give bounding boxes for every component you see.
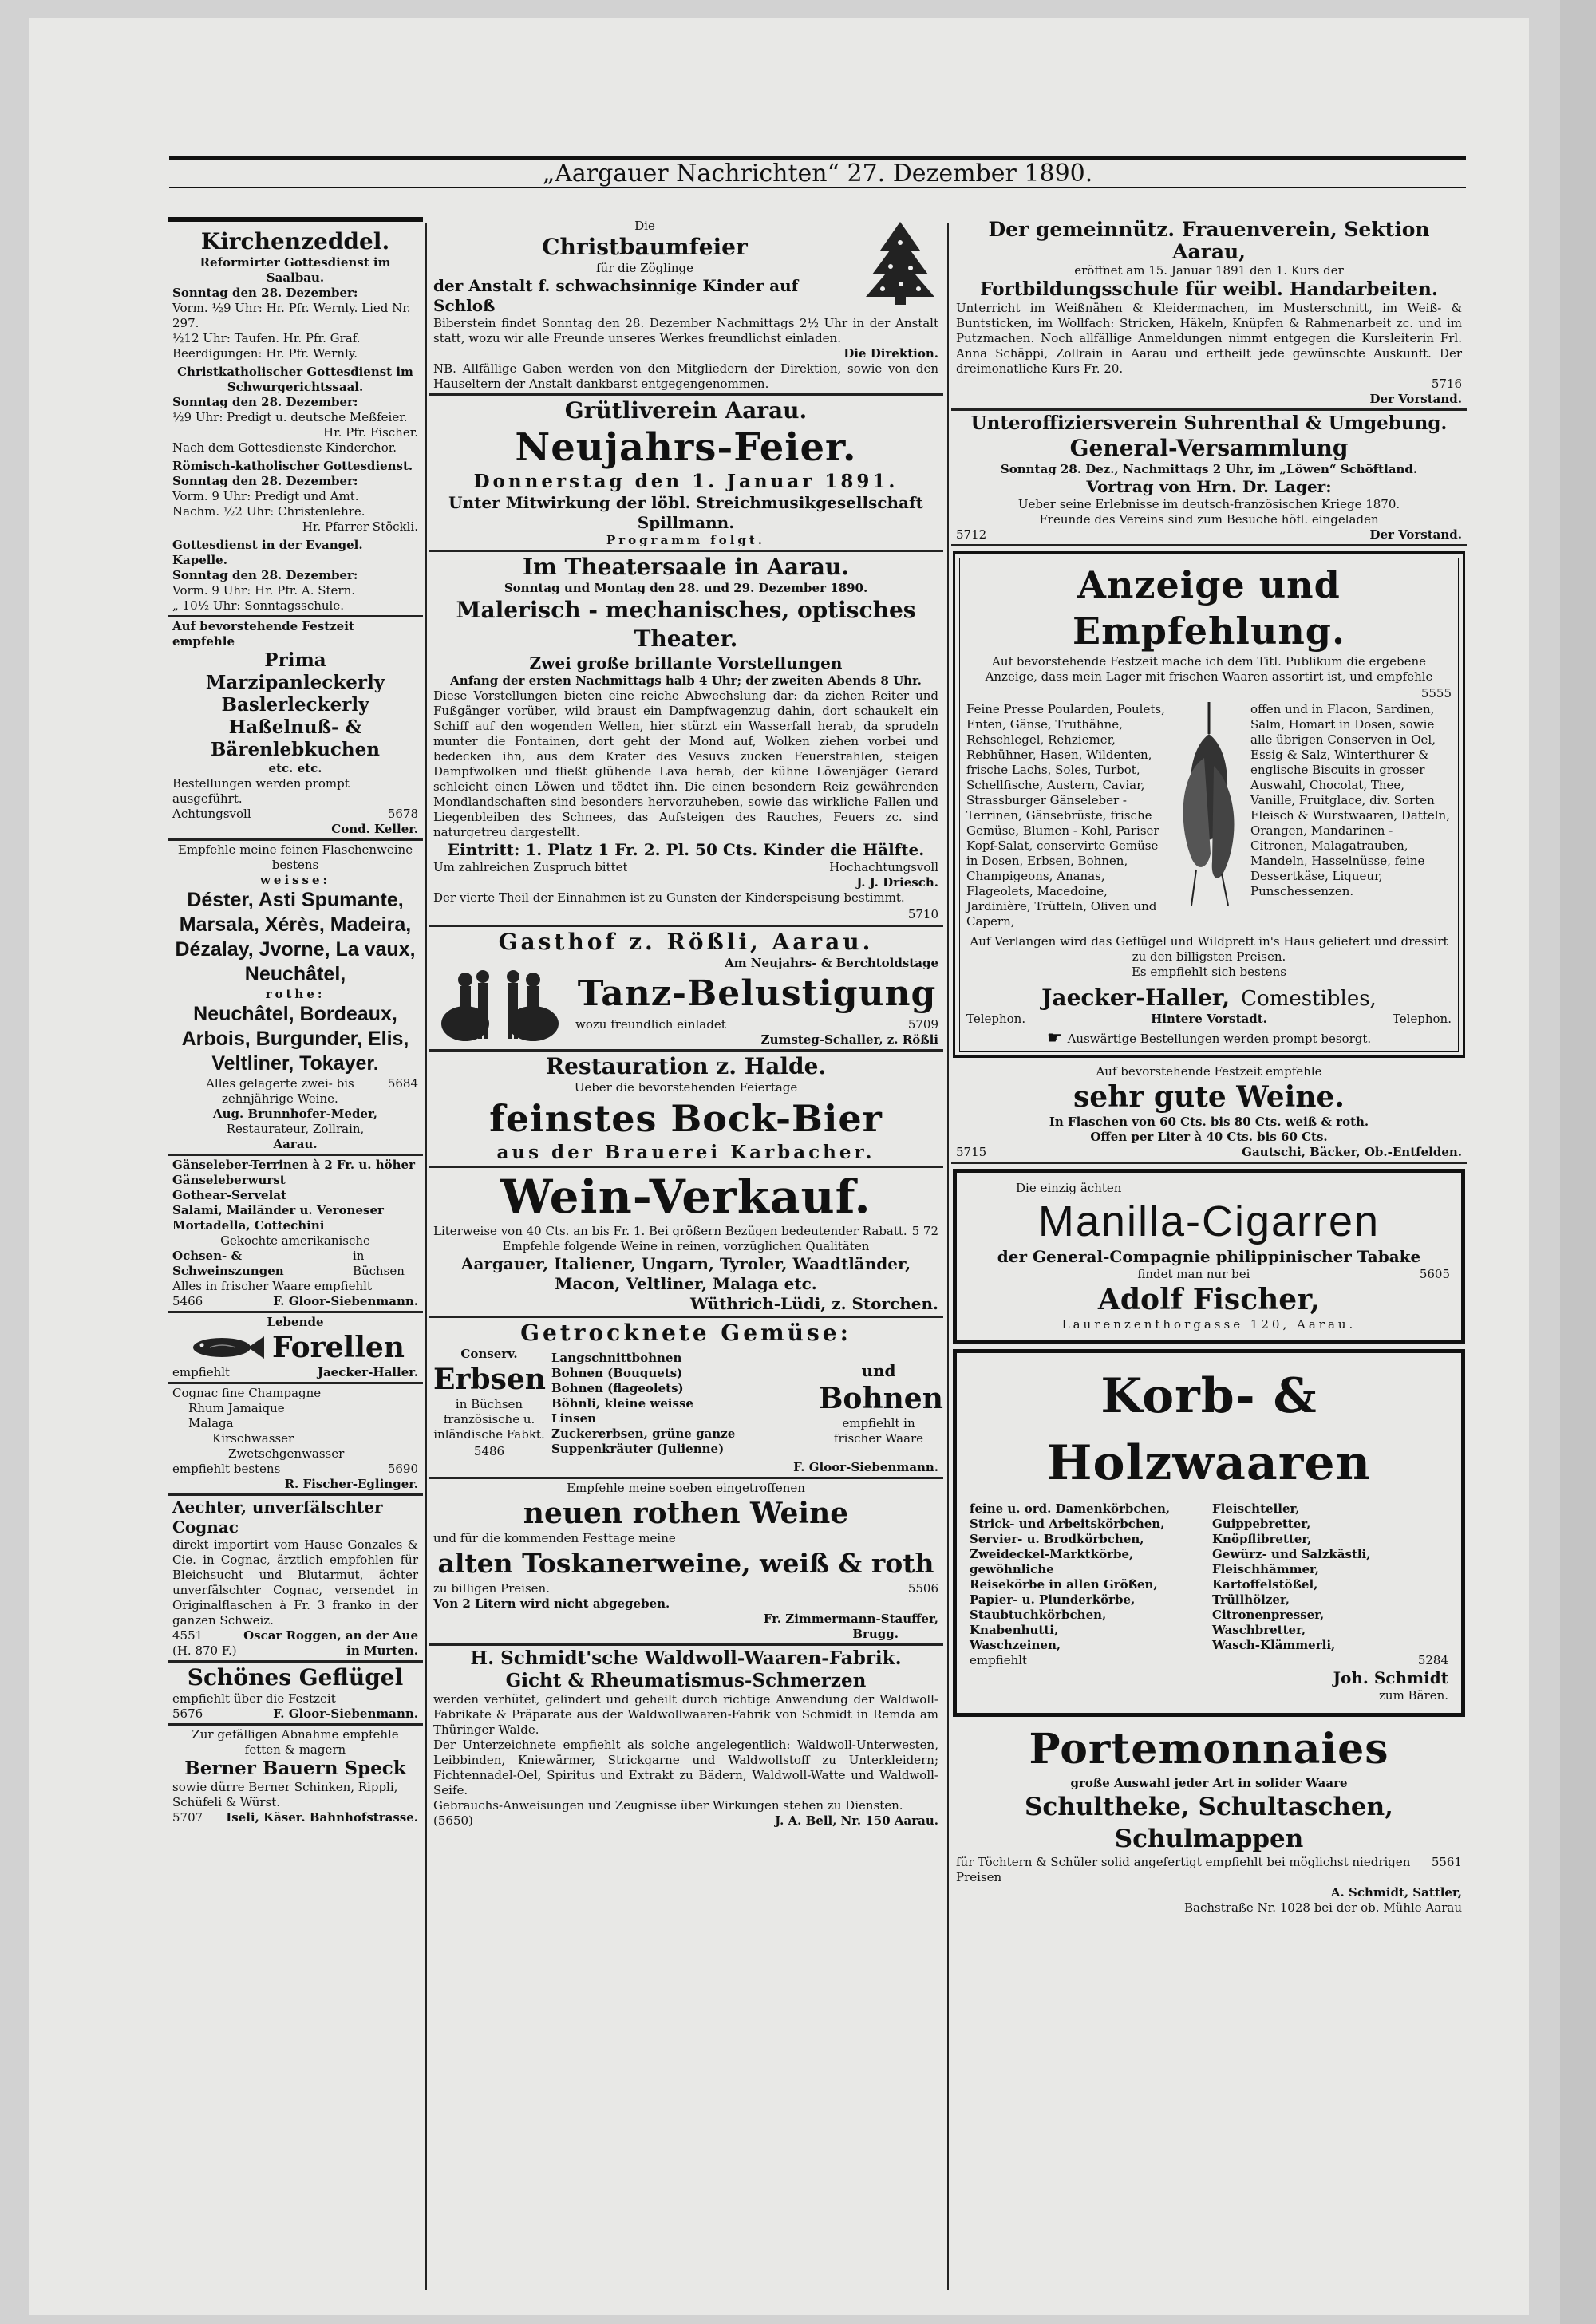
ad-gefluegel (168, 1663, 423, 1726)
keller-note: Bestellungen werden prompt ausgeführt. (172, 776, 350, 806)
christbaum-line: der Anstalt f. schwachsinnige Kinder auf Schloß (433, 276, 799, 315)
keller-intro: Auf bevorstehende Festzeit empfehle (172, 619, 354, 649)
korb-item: Waschbretter, (1212, 1623, 1306, 1637)
christbaum-body: Biberstein findet Sonntag den 28. Dezember Nachmittags 2½ Uhr in der Anstalt statt, wozu wir alle Freunde unseres Werkes freundlichst einladen. (433, 316, 938, 345)
korb-item: feine u. ord. Damenkörbchen, (970, 1501, 1171, 1516)
kirchen-ev-line: „ 10½ Uhr: Sonntagsschule. (172, 598, 344, 613)
keller-item: Baslerleckerly (221, 694, 369, 716)
theater-price: Eintritt: 1. Platz 1 Fr. 2. Pl. 50 Cts. Kinder die Hälfte. (447, 840, 925, 859)
roessli-title: Gasthof z. Rößli, Aarau. (498, 929, 874, 955)
roessli-signature: Zumsteg-Schaller, z. Rößli (760, 1032, 938, 1047)
ad-number: (5650) (433, 1813, 473, 1828)
ad-theater (429, 552, 943, 927)
gloor-item: Mortadella, Cottechini (172, 1218, 325, 1233)
korb-item: Guippebretter, (1212, 1517, 1311, 1531)
ad-roggen-cognac (168, 1496, 423, 1663)
korb-item: Kartoffelstößel, (1212, 1577, 1318, 1592)
ad-halde (429, 1052, 943, 1168)
kirchen-chr-head: Christkatholischer Gottesdienst im Schwurgerichtssaal. (177, 365, 413, 394)
christbaum-signature: Die Direktion. (843, 346, 938, 361)
kirchen-ref-line: Beerdigungen: Hr. Pfr. Wernly. (172, 346, 358, 361)
gautschi-line: In Flaschen von 60 Cts. bis 80 Cts. weiß & roth. (1049, 1115, 1369, 1129)
jaecker-list-right: offen und in Flacon, Sardinen, Salm, Homart in Dosen, sowie alle übrigen Conserven in Oel, Essig & Salz, Winterthurer & englische Biscuits in grosser Auswahl, Chocolat, Thee, Vanille, Fruitglace, div. Sorten Fleisch & Wurstwaaren, Datteln, Orangen, Mandarinen - Citronen, Malagatrauben, Mandeln, Hasselnüsse, feine Dessertkäse, Liqueur, Punschessenzen. (1250, 702, 1450, 898)
forellen-signature: Jaecker-Haller. (317, 1365, 418, 1379)
ad-berner-speck (168, 1726, 423, 1827)
ad-roessli (429, 927, 943, 1052)
ad-gruetliverein (429, 396, 943, 552)
keller-item: etc. etc. (268, 761, 322, 775)
ad-number: 5284 (1417, 1653, 1448, 1667)
gemuese-left: Erbsen (433, 1363, 546, 1396)
korb-signature: Joh. Schmidt (1333, 1668, 1448, 1687)
newspaper-header: „Aargauer Nachrichten“ 27. Dezember 1890. (169, 156, 1466, 188)
manilla-line: der General-Compagnie philippinischer Tabake (997, 1247, 1421, 1266)
gefluegel-title: Schönes Geflügel (187, 1664, 404, 1691)
roessli-note: wozu freundlich einladet (575, 1017, 726, 1032)
korb-list-left (970, 1501, 1206, 1653)
ad-portemonnaies (951, 1722, 1467, 1917)
manilla-title: Manilla-Cigarren (1037, 1198, 1381, 1245)
gloor-item: Gothear-Servelat (172, 1188, 286, 1202)
waldwoll-body: Der Unterzeichnete empfiehlt als solche angelegentlich: Waldwoll-Unterwesten, Leibbinden, Kniewärmer, Strickgarne und Waldwollstoff zu Unterkleidern; Fichtennadel-Oel, Spiritus und Extrakt zu Bädern, Waldwoll-Watte und Waldwoll-Seife. (433, 1738, 938, 1797)
fish-icon (186, 1332, 266, 1363)
korb-title: Korb- & Holzwaaren (1046, 1368, 1372, 1491)
gautschi-line: Offen per Liter à 40 Cts. bis 60 Cts. (1090, 1130, 1328, 1144)
gemuese-right: empfiehlt in frischer Waare (833, 1415, 924, 1446)
column-3 (951, 217, 1467, 2291)
manilla-address: Laurenzenthorgasse 120, Aarau. (1061, 1317, 1357, 1332)
weine-item: Arbois, Burgunder, Elis, (181, 1028, 409, 1050)
kirchen-chr-line: Hr. Pfr. Fischer. (323, 425, 418, 440)
portemonnaies-signature: A. Schmidt, Sattler, (1330, 1885, 1462, 1900)
column-2 (429, 217, 943, 2291)
ad-forellen (168, 1313, 423, 1384)
cognac-item: Cognac fine Champagne (172, 1386, 322, 1400)
ad-brunnhofer-weine (168, 841, 423, 1156)
theater-title: Malerisch - mechanisches, optisches Theater. (456, 597, 916, 652)
theater-line: Hochachtungsvoll (829, 860, 938, 874)
pointing-hand-icon: ☛ (1046, 1028, 1063, 1048)
portemonnaies-title2: Schultheke, Schultaschen, Schulmappen (1025, 1793, 1393, 1853)
weine-note: Alles gelagerte zwei- bis zehnjährige Weine. (206, 1076, 354, 1106)
ad-number: 5466 (172, 1294, 203, 1308)
cognac-item: Kirschwasser (212, 1431, 294, 1446)
gefluegel-note: empfiehlt über die Festzeit (172, 1691, 336, 1706)
weine-item: Neuchâtel, Bordeaux, (193, 1003, 397, 1025)
forellen-intro: Lebende (267, 1315, 324, 1329)
gloor-note: Alles in frischer Waare empfiehlt (172, 1279, 372, 1293)
ad-korb-holzwaaren (953, 1349, 1465, 1717)
portemonnaies-line: große Auswahl jeder Art in solider Waare (1070, 1776, 1348, 1790)
toskaner-line: Empfehle meine soeben eingetroffenen (567, 1481, 805, 1495)
christbaum-intro: Die (634, 219, 655, 233)
ad-number: 5678 (387, 807, 418, 821)
speck-title: Berner Bauern Speck (184, 1758, 406, 1779)
kirchen-rk-line: Vorm. 9 Uhr: Predigt und Amt. (172, 489, 359, 503)
korb-item: Fleischteller, (1212, 1501, 1300, 1516)
ad-number: 5707 (172, 1810, 203, 1825)
speck-signature: Iseli, Käser. Bahnhofstrasse. (226, 1810, 418, 1825)
weine-item: Veltliner, Tokayer. (211, 1052, 379, 1075)
unteroff-line: Freunde des Vereins sind zum Besuche höfl. eingeladen (1039, 512, 1379, 527)
ad-jaecker-haller (953, 551, 1465, 1058)
ad-number: 5 72 (911, 1224, 938, 1238)
toskaner-line: und für die kommenden Festtage meine (433, 1531, 676, 1545)
gloor-item: Gänseleber-Terrinen à 2 Fr. u. höher (172, 1158, 415, 1172)
korb-item: Knabenhutti, (970, 1623, 1059, 1637)
unteroff-title2: General-Versammlung (1069, 435, 1349, 461)
gemuese-right: Bohnen (819, 1381, 943, 1415)
ad-number: 5710 (907, 907, 938, 921)
toskaner-title2: alten Toskanerweine, weiß & roth (437, 1548, 934, 1579)
kirchen-rk-line: Nachm. ½2 Uhr: Christenlehre. (172, 504, 365, 519)
gemuese-left: in Büchsen französische u. inländische Fabkt. (433, 1397, 545, 1442)
korb-item: Servier- u. Brodkörbchen, (970, 1532, 1144, 1546)
column-rule-2 (947, 223, 949, 2290)
korb-item: gewöhnliche (970, 1562, 1054, 1576)
gemuese-item: Böhnli, kleine weisse (551, 1395, 693, 1411)
ad-number: 4551 (172, 1628, 203, 1643)
gemuese-item: Linsen (551, 1411, 597, 1426)
kirchen-ev-head: Gottesdienst in der Evangel. Kapelle. (172, 538, 363, 567)
gloor-item: Gänseleberwurst (172, 1173, 286, 1187)
waldwoll-title: H. Schmidt'sche Waldwoll-Waaren-Fabrik. (470, 1647, 902, 1669)
frauen-title2: Fortbildungsschule für weibl. Handarbeiten. (980, 278, 1438, 300)
toskaner-line: Von 2 Litern wird nicht abgegeben. (433, 1596, 670, 1611)
gemuese-item: Suppenkräuter (Julienne) (551, 1441, 725, 1456)
theater-date: Sonntag und Montag den 28. und 29. Dezember 1890. (504, 581, 868, 595)
weine-intro: Empfehle meine feinen Flaschenweine bestens (177, 842, 413, 872)
ad-number: 5712 (956, 527, 987, 542)
korb-item: Zweideckel-Marktkörbe, (970, 1547, 1134, 1561)
jaecker-telephon: Telephon. (966, 1012, 1026, 1026)
kirchen-ev-date: Sonntag den 28. Dezember: (172, 568, 358, 582)
roggen-name: Oscar Roggen, an der Aue (243, 1628, 418, 1643)
jaecker-title: Anzeige und Empfehlung. (1073, 563, 1345, 653)
manilla-signature: Adolf Fischer, (1097, 1283, 1321, 1316)
jaecker-footer: Auswärtige Bestellungen werden prompt besorgt. (1067, 1031, 1372, 1046)
ad-kirchenzeddel (168, 217, 423, 617)
halde-line: Ueber die bevorstehenden Feiertage (574, 1080, 798, 1095)
forellen-title: Forellen (272, 1331, 405, 1364)
ad-number: 5486 (473, 1444, 505, 1458)
gruetli-date: Donnerstag den 1. Januar 1891. (473, 471, 899, 492)
halde-title2: feinstes Bock-Bier (489, 1097, 883, 1140)
portemonnaies-title: Portemonnaies (1029, 1725, 1389, 1774)
ad-number: 5561 (1431, 1855, 1462, 1869)
cognac-note: empfiehlt bestens (172, 1462, 281, 1476)
frauen-body: Unterricht im Weißnähen & Kleidermachen, im Musterschnitt, im Weiß- & Buntsticken, im Wollfach: Stricken, Häkeln, Knüpfen & Rahmenarbeit zc. und im Putzmachen. Noch allfällige Anmeldungen nimmt entgegen die Kursleiterin Frl. Anna Schäppi, Zollrain in Aarau und ertheilt jede gewünschte Auskunft. Der dreimonatliche Kurs Fr. 20. (956, 301, 1462, 376)
kirchen-chr-date: Sonntag den 28. Dezember: (172, 395, 358, 409)
unteroff-signature: Der Vorstand. (1369, 527, 1462, 542)
korb-note: empfiehlt (970, 1653, 1028, 1667)
weine-item: Neuchâtel, (244, 963, 346, 985)
theater-line: Anfang der ersten Nachmittags halb 4 Uhr; der zweiten Abends 8 Uhr. (450, 673, 922, 688)
speck-note: sowie dürre Berner Schinken, Rippli, Schüfeli & Würst. (172, 1780, 398, 1809)
cognac-item: Malaga (188, 1416, 234, 1430)
waldwoll-body: werden verhütet, gelindert und geheilt durch richtige Anwendung der Waldwoll-Fabrikate & Präparate aus der Waldwollwaaren-Fabrik von Schmidt in Remda am Thüringer Walde. (433, 1692, 938, 1737)
gautschi-line: Auf bevorstehende Festzeit empfehle (1096, 1064, 1322, 1079)
korb-item: Reisekörbe in allen Größen, (970, 1577, 1158, 1592)
weine-weisse-head: weisse: (259, 873, 331, 887)
gautschi-title: sehr gute Weine. (1073, 1080, 1345, 1114)
ad-number: 5715 (956, 1145, 987, 1159)
kirchen-rk-head: Römisch-katholischer Gottesdienst. (172, 459, 413, 473)
christbaum-title: Christbaumfeier (542, 234, 748, 260)
jaecker-signature: Comestibles, (1241, 987, 1377, 1011)
jaecker-telephon: Telephon. (1392, 1012, 1452, 1026)
theater-body: Diese Vorstellungen bieten eine reiche Abwechslung dar: da ziehen Reiter und Fußgänger vorüber, wild braust ein Dampfwagenzug dahin, dort schaukelt ein Schiff auf den wogenden Wellen, hier stürzt ein Wasserfall herab, da sprudeln munter die Fontainen, dort geht der Mond auf, Wolken ziehen vorbei und bedecken ihn, aus dem Krater des Vesuvs zucken Feuerstrahlen, steigen Dampfwolken und fließt glühende Lava herab, der kühne Löwenjäger Gerard schleicht einen Löwen und tödtet ihn. Die einen besondern Reiz gewährenden Mondlandschaften sind besonders hervorzuheben, sowie das wirkliche Fallen und Liegenbleiben des Schnees, das Aufsteigen des Rauches, Feuers zc. sind naturgetreu dargestellt. (433, 689, 938, 839)
manilla-line: findet man nur bei (1137, 1267, 1250, 1281)
theater-line: Um zahlreichen Zuspruch bittet (433, 860, 628, 874)
cognac-item: Zwetschgenwasser (228, 1446, 345, 1461)
gemuese-right: und (861, 1360, 896, 1380)
column-1 (168, 217, 423, 2291)
gemuese-signature: F. Gloor-Siebenmann. (793, 1460, 938, 1474)
speck-intro: Zur gefälligen Abnahme empfehle fetten & magern (192, 1727, 399, 1757)
korb-list-right (1212, 1501, 1448, 1653)
jaecker-intro: Auf bevorstehende Festzeit mache ich dem Titl. Publikum die ergebene Anzeige, dass mein Lager mit frischen Waaren assortirt ist, und empfehle (985, 654, 1433, 684)
keller-item: Haßelnuß- & Bärenlebkuchen (210, 716, 380, 760)
keller-signature: Cond. Keller. (331, 822, 418, 836)
weine-item: Marsala, Xérès, Madeira, (179, 913, 412, 936)
jaecker-outro: Auf Verlangen wird das Geflügel und Wildprett in's Haus geliefert und dressirt zu den billigsten Preisen. (970, 934, 1448, 964)
christbaum-line: für die Zöglinge (596, 261, 693, 275)
page-edge (1560, 0, 1596, 2324)
ad-frauenverein (951, 217, 1467, 411)
ad-gloor-terrinen (168, 1156, 423, 1313)
kirchen-rk-date: Sonntag den 28. Dezember: (172, 474, 358, 488)
korb-item: Gewürz- und Salzkästli, (1212, 1547, 1371, 1561)
gefluegel-signature: F. Gloor-Siebenmann. (273, 1707, 418, 1721)
cognac-item: Rhum Jamaique (188, 1401, 285, 1415)
ad-number: 5605 (1419, 1267, 1450, 1281)
ad-gemuese (429, 1318, 943, 1479)
gloor-signature: F. Gloor-Siebenmann. (273, 1294, 418, 1308)
waldwoll-title2: Gicht & Rheumatismus-Schmerzen (505, 1670, 867, 1691)
ad-fischer-eglinger (168, 1384, 423, 1496)
ad-number: 5690 (387, 1462, 418, 1476)
ad-toskaner (429, 1479, 943, 1646)
manilla-line: Die einzig ächten (1016, 1181, 1122, 1195)
korb-item: Wasch-Klämmerli, (1212, 1638, 1336, 1652)
unteroff-title: Unteroffiziersverein Suhrenthal & Umgebung. (970, 412, 1448, 434)
ad-number: 5555 (1420, 686, 1452, 700)
kirchen-ref-line: ½12 Uhr: Taufen. Hr. Pfr. Graf. (172, 331, 361, 345)
hanging-game-birds-icon (1172, 702, 1246, 909)
gruetli-title: Neujahrs-Feier. (515, 425, 857, 470)
toskaner-title: neuen rothen Weine (523, 1497, 849, 1530)
kirchen-title: Kirchenzeddel. (200, 228, 390, 254)
weine-signature: Aug. Brunnhofer-Meder, (212, 1107, 378, 1121)
christbaum-nb: NB. Allfällige Gaben werden von den Mitgliedern der Direktion, sowie von den Hauseltern der Anstalt dankbarst entgegengenommen. (433, 361, 938, 391)
ad-number: 5716 (1431, 377, 1462, 391)
ad-waldwoll (429, 1646, 943, 1830)
unteroff-line: Ueber seine Erlebnisse im deutsch-französischen Kriege 1870. (1017, 497, 1400, 511)
frauen-line: eröffnet am 15. Januar 1891 den 1. Kurs der (1074, 263, 1344, 278)
weine-item: Déster, Asti Spumante, (187, 889, 404, 911)
kirchen-ref-head: Reformirter Gottesdienst im Saalbau. (200, 255, 391, 285)
wein-signature: Wüthrich-Lüdi, z. Storchen. (689, 1294, 938, 1313)
korb-item: Fleischhämmer, (1212, 1562, 1320, 1576)
gruetli-line: Unter Mitwirkung der löbl. Streichmusikgesellschaft Spillmann. (448, 493, 923, 532)
korb-item: Papier- u. Plunderkörbe, (970, 1592, 1136, 1607)
korb-item: Staubtuchkörbchen, (970, 1608, 1107, 1622)
roggen-body: direkt importirt vom Hause Gonzales & Cie. in Cognac, ärztlich empfohlen für Bleichsucht und Blutarmut, ächter unverfälschter Cognac, versendet in Originalflaschen à Fr. 3 franko in der ganzen Schweiz. (172, 1537, 418, 1628)
roggen-place: in Murten. (346, 1643, 418, 1658)
halde-title: Restauration z. Halde. (545, 1053, 827, 1079)
ad-number: (H. 870 F.) (172, 1643, 237, 1658)
ad-christbaumfeier (429, 217, 943, 396)
gloor-item: Gekochte amerikanische (220, 1233, 370, 1248)
gemuese-item: Bohnen (flageolets) (551, 1380, 684, 1395)
korb-item: Waschzeinen, (970, 1638, 1061, 1652)
portemonnaies-line: für Töchtern & Schüler solid angefertigt empfiehlt bei möglichst niedrigen Preisen (956, 1855, 1411, 1884)
ad-keller (168, 617, 423, 841)
gruetli-line: Programm folgt. (606, 533, 766, 547)
keller-closing: Achtungsvoll (172, 807, 251, 821)
korb-item: Citronenpresser, (1212, 1608, 1325, 1622)
frauen-signature: Der Vorstand. (1369, 392, 1462, 406)
korb-item: Trüllhölzer, (1212, 1592, 1290, 1607)
gemuese-item: Langschnittbohnen (551, 1350, 682, 1365)
jaecker-list-left: Feine Presse Poularden, Poulets, Enten, Gänse, Truthähne, Rehschlegel, Rehziemer, Rebhühner, Hasen, Wildenten, frische Lachs, Soles, Turbot, Schellfische, Austern, Caviar, Strassburger Gänseleber - Terrinen, Gänsebrüste, frische Gemüse, Blumen - Kohl, Pariser Kopf-Salat, conservirte Gemüse in Dosen, Erbsen, Bohnen, Champigeons, Ananas, Flageolets, Macedoine, Jardinière, Trüffeln, Oliven und Capern, (966, 702, 1165, 929)
gloor-item: Ochsen- & Schweinszungen (172, 1249, 284, 1278)
jaecker-signature: Jaecker-Haller, (1041, 984, 1231, 1011)
kirchen-chr-line: ½9 Uhr: Predigt u. deutsche Meßfeier. (172, 410, 408, 424)
korb-item: Knöpflibretter, (1212, 1532, 1312, 1546)
forellen-note: empfiehlt (172, 1365, 231, 1379)
ad-manilla-cigarren (953, 1169, 1465, 1344)
ad-number: 5506 (907, 1581, 938, 1596)
gruetli-org: Grütliverein Aarau. (564, 397, 808, 424)
gemuese-item: Zuckererbsen, grüne ganze (551, 1426, 736, 1441)
gemuese-title: Getrocknete Gemüse: (520, 1320, 851, 1346)
ad-number: 5684 (387, 1076, 418, 1091)
unteroff-line: Vortrag von Hrn. Dr. Lager: (1086, 477, 1332, 496)
christmas-tree-icon (863, 219, 938, 306)
cognac-signature: R. Fischer-Eglinger. (284, 1477, 418, 1491)
wein-line: Literweise von 40 Cts. an bis Fr. 1. Bei größern Bezügen bedeutender Rabatt. (433, 1224, 907, 1238)
weine-signature: Restaurateur, Zollrain, (226, 1122, 365, 1136)
gloor-item: in Büchsen (352, 1249, 405, 1278)
ad-number: 5676 (172, 1707, 203, 1721)
theater-note: Der vierte Theil der Einnahmen ist zu Gunsten der Kinderspeisung bestimmt. (433, 890, 905, 905)
toskaner-place: Brugg. (852, 1627, 899, 1641)
weine-signature: Aarau. (273, 1137, 318, 1151)
waldwoll-body: Gebrauchs-Anweisungen und Zeugnisse über Wirkungen stehen zu Diensten. (433, 1798, 903, 1813)
keller-item: Prima Marzipanleckerly (205, 649, 385, 693)
kirchen-ev-line: Vorm. 9 Uhr: Hr. Pfr. A. Stern. (172, 583, 356, 598)
roggen-title: Aechter, unverfälschter Cognac (172, 1497, 383, 1537)
kirchen-ref-line: Vorm. ½9 Uhr: Hr. Pfr. Wernly. Lied Nr. 297. (172, 301, 411, 330)
toskaner-signature: Fr. Zimmermann-Stauffer, (763, 1612, 938, 1626)
frauen-title: Der gemeinnütz. Frauenverein, Sektion Aarau, (988, 218, 1430, 263)
ad-gautschi (951, 1063, 1467, 1164)
theater-line: Zwei große brillante Vorstellungen (529, 653, 843, 673)
weine-item: Dézalay, Jvorne, La vaux, (175, 938, 416, 961)
header-rule (169, 187, 1466, 188)
column-rule-1 (425, 223, 427, 2290)
gautschi-signature: Gautschi, Bäcker, Ob.-Entfelden. (1242, 1145, 1462, 1159)
roessli-line: Am Neujahrs- & Berchtoldstage (725, 956, 938, 970)
halde-line: aus der Brauerei Karbacher. (496, 1142, 875, 1163)
kirchen-chr-line: Nach dem Gottesdienste Kinderchor. (172, 440, 397, 455)
gemuese-item: Bohnen (Bouquets) (551, 1365, 683, 1380)
ad-wein-verkauf (429, 1168, 943, 1318)
wein-line: Empfehle folgende Weine in reinen, vorzüglichen Qualitäten (502, 1239, 870, 1253)
waldwoll-signature: J. A. Bell, Nr. 150 Aarau. (775, 1813, 938, 1828)
portemonnaies-address: Bachstraße Nr. 1028 bei der ob. Mühle Aarau (1184, 1900, 1462, 1915)
korb-item: Strick- und Arbeitskörbchen, (970, 1517, 1165, 1531)
theater-venue: Im Theatersaale in Aarau. (523, 554, 849, 580)
kirchen-rk-line: Hr. Pfarrer Stöckli. (302, 519, 418, 534)
dancing-couples-icon (433, 956, 569, 1044)
gloor-item: Salami, Mailänder u. Veroneser (172, 1203, 384, 1217)
kirchen-ref-date: Sonntag den 28. Dezember: (172, 286, 358, 300)
jaecker-address: Hintere Vorstadt. (1151, 1012, 1267, 1026)
roessli-title2: Tanz-Belustigung (577, 973, 937, 1014)
ad-number: 5709 (907, 1017, 938, 1032)
ad-unteroffiziersverein (951, 411, 1467, 546)
korb-place: zum Bären. (1379, 1688, 1448, 1703)
toskaner-line: zu billigen Preisen. (433, 1581, 550, 1596)
jaecker-outro: Es empfiehlt sich bestens (1131, 965, 1287, 979)
unteroff-line: Sonntag 28. Dez., Nachmittags 2 Uhr, im „Löwen“ Schöftland. (1000, 462, 1418, 476)
theater-signature: J. J. Driesch. (856, 875, 938, 890)
gemuese-left: Conserv. (460, 1347, 518, 1361)
weine-rothe-head: rothe: (265, 987, 326, 1001)
wein-title: Wein-Verkauf. (500, 1170, 871, 1224)
wein-list: Aargauer, Italiener, Ungarn, Tyroler, Waadtländer, Macon, Veltliner, Malaga etc. (460, 1254, 911, 1293)
